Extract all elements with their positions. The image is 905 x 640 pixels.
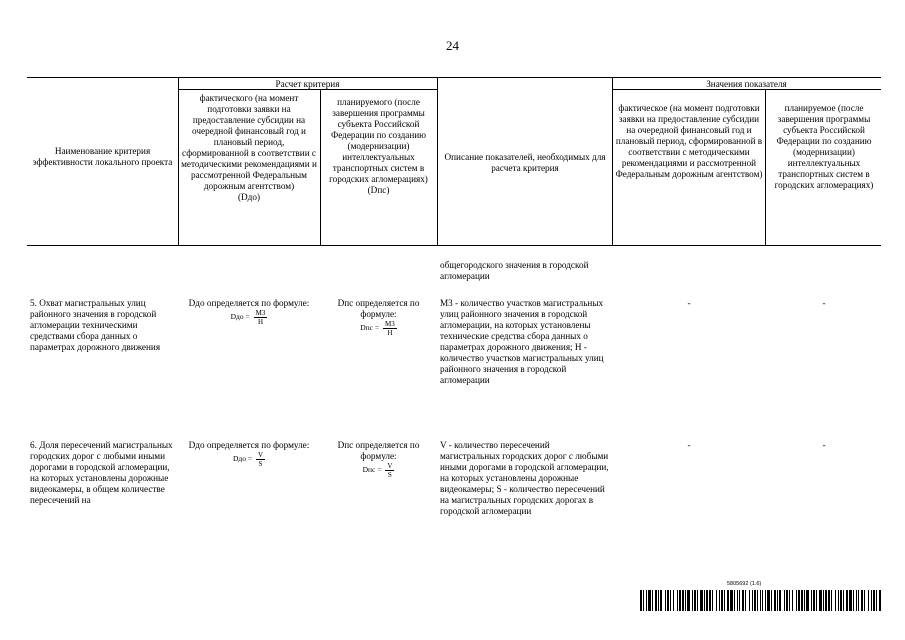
- row-5-plan-numerator: M3: [385, 320, 395, 328]
- page-number: 24: [446, 38, 459, 53]
- barcode-bar: [879, 590, 881, 611]
- col-divider-5: [765, 89, 766, 245]
- row-6-fact-formula-lhs: Dдо =: [232, 454, 253, 464]
- header-col-plan-calc-text: планируемого (после завершения программы субъекта Российской Федерации по созданию (модернизации) интеллектуальных транспортных систем в городских агломерациях): [329, 97, 428, 184]
- row-6-name: 6. Доля пересечений магистральных городских дорог с любыми иными дорогами в городской агломерации, на которых установлены дорожные видеокамеры, в общем количестве пересечений на: [30, 440, 173, 505]
- row-5-name: 5. Охват магистральных улиц районного значения в городской агломерации техническими средствами сбора данных о параметрах дорожного движения: [30, 298, 161, 352]
- col-divider-3: [437, 77, 438, 245]
- header-col-fact-value: фактическое (на момент подготовки заявки на предоставление субсидии на очередной финансовый год и плановый период, сформированной в соответствии с методическими рекомендациями и рассмотренной Федеральным дорожным агентством): [615, 103, 763, 179]
- row-5-plan-formula: [322, 320, 435, 337]
- header-col-desc: Описание показателей, необходимых для расчета критерия: [444, 152, 606, 173]
- row-6-description: V - количество пересечений магистральных городских дорог с любыми иными дорогами в городской агломерации, на которых установлены дорожные видеокамеры; S - количество пересечений на магистральных городских дорогах в городской агломерации: [440, 440, 609, 516]
- row-5-plan-calc: [322, 298, 435, 337]
- header-group-values: Значения показателя: [706, 79, 787, 89]
- row-5-fact-calc-text: Dдо определяется по формуле:: [188, 298, 310, 308]
- barcode: [640, 590, 881, 611]
- header-col-name: Наименование критерия эффективности локального проекта: [32, 146, 173, 167]
- row-5-plan-denominator: H: [387, 329, 393, 337]
- row-6-fact-formula: [180, 451, 318, 468]
- row-6-plan-calc: [322, 440, 435, 479]
- row-5-fact-denominator: H: [257, 318, 263, 326]
- col-divider-1: [178, 77, 179, 245]
- header-top-rule: [27, 77, 881, 78]
- header-bottom-rule: [27, 245, 881, 246]
- row-5-fact-value: -: [687, 298, 691, 308]
- carryover-description: общегородского значения в городской агломерации: [440, 260, 589, 281]
- row-6-plan-formula: [322, 462, 435, 479]
- row-6-fact-calc: [180, 440, 318, 468]
- col-divider-2: [320, 89, 321, 245]
- header-group-calc: Расчет критерия: [275, 79, 340, 89]
- barcode-number: 5805692 (1.6): [727, 581, 762, 587]
- row-5-fact-formula: [180, 309, 318, 326]
- row-6-fact-numerator: V: [257, 451, 264, 459]
- row-6-plan-formula-lhs: Dпс =: [362, 465, 382, 475]
- row-6-fact-value: -: [687, 440, 691, 450]
- row-6-plan-denominator: S: [387, 471, 392, 479]
- row-6-plan-numerator: V: [387, 462, 393, 470]
- row-5-plan-formula-lhs: Dпс =: [360, 323, 380, 333]
- header-col-fact-calc-text: фактического (на момент подготовки заявки на предоставление субсидии на очередной финансовый год и плановый период, сформированной в соответствии с методическими рекомендациями и рассмотренной Федеральным дорожным агентством): [181, 93, 317, 191]
- row-5-fact-formula-lhs: Dдо =: [230, 312, 250, 322]
- row-5-plan-fraction: [383, 320, 397, 337]
- header-col-fact-calc-symbol: (Dдо): [237, 192, 261, 202]
- col-divider-4: [612, 77, 613, 245]
- row-6-plan-value: -: [822, 440, 826, 450]
- row-6-fact-denominator: S: [258, 460, 263, 468]
- row-5-plan-value: -: [822, 298, 826, 308]
- row-6-fact-calc-text: Dдо определяется по формуле:: [188, 440, 310, 450]
- header-col-plan-calc-symbol: (Dпс): [367, 185, 390, 195]
- row-5-plan-calc-text: Dпс определяется по формуле:: [337, 298, 420, 319]
- row-6-plan-fraction: [385, 462, 394, 479]
- row-6-plan-calc-text: Dпс определяется по формуле:: [337, 440, 420, 461]
- row-5-fact-calc: [180, 298, 318, 326]
- header-col-fact-calc: [180, 93, 318, 203]
- header-col-plan-calc: [322, 97, 435, 196]
- row-5-description: M3 - количество участков магистральных улиц районного значения в городской агломерации, на которых установлены технические средства сбора данных о параметрах дорожного движения; Н - количество участков магистральных улиц районного значения в городской агломерации: [440, 298, 604, 385]
- row-5-fact-fraction: [254, 309, 268, 326]
- row-5-fact-numerator: M3: [255, 309, 266, 317]
- row-6-fact-fraction: [256, 451, 265, 468]
- header-col-plan-value: планируемое (после завершения программы субъекта Российской Федерации по созданию (модернизации) интеллектуальных транспортных систем в городских агломерациях): [774, 103, 874, 190]
